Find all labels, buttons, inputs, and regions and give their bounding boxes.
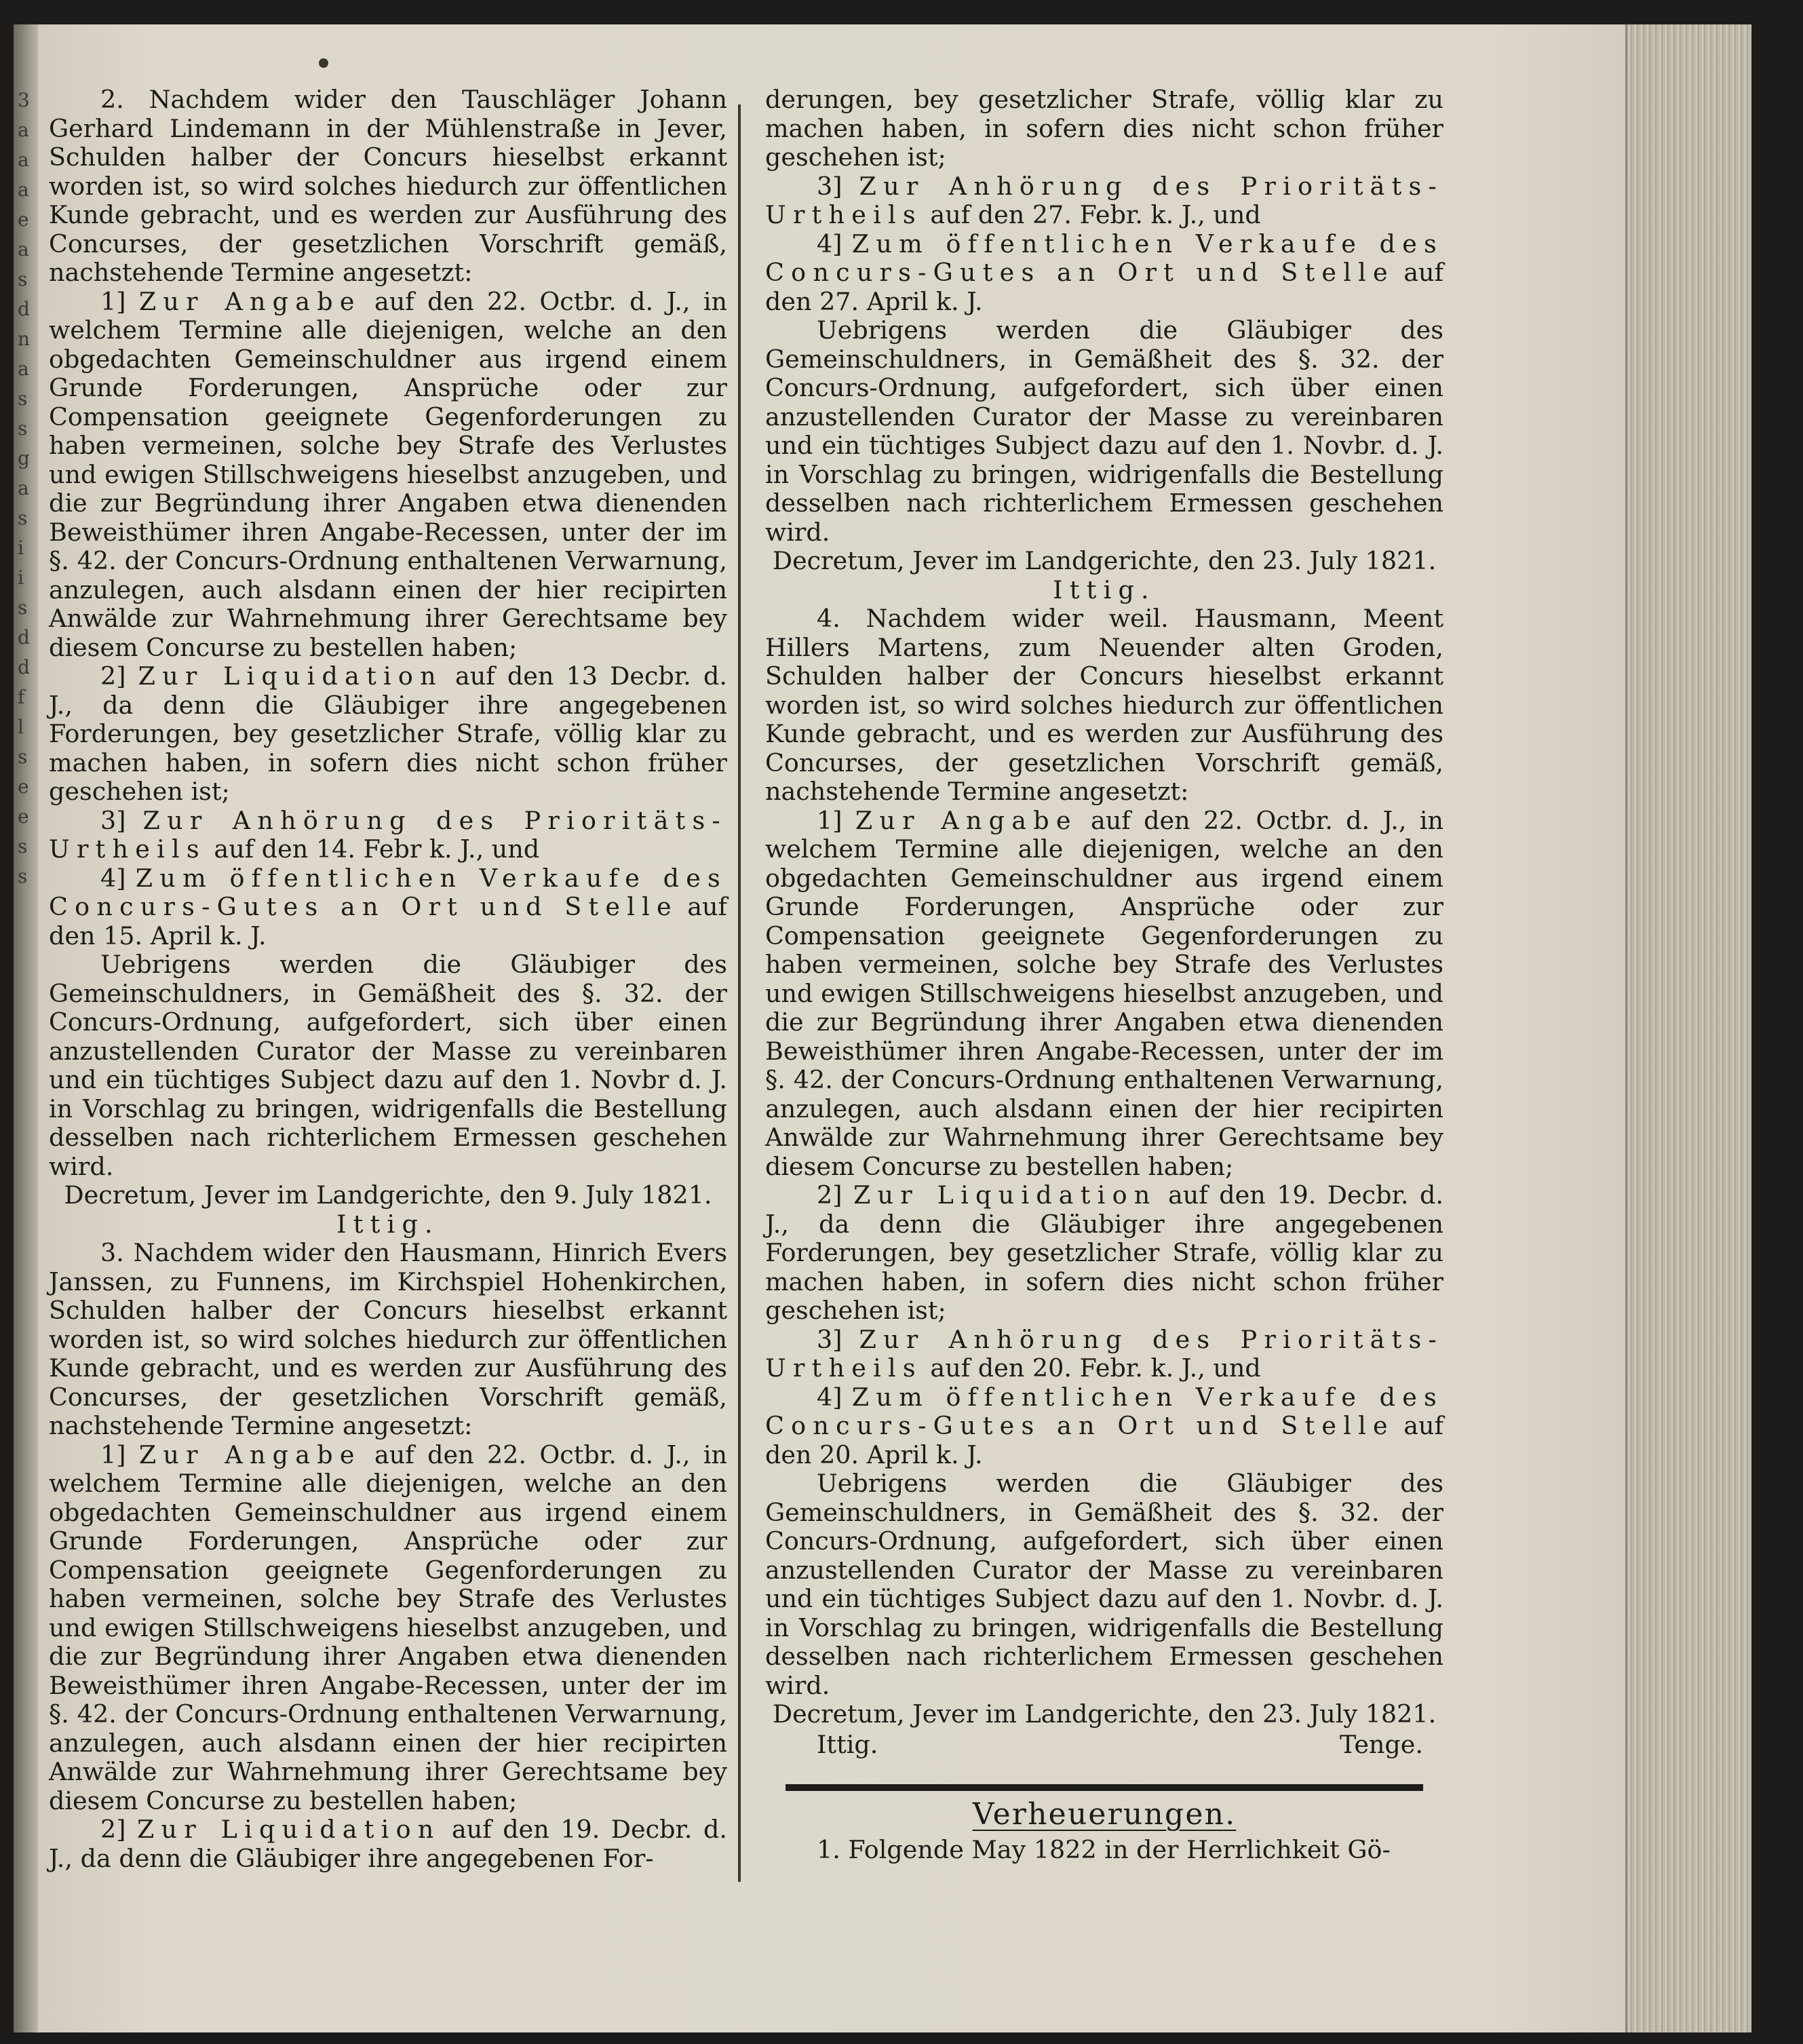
paragraph-text: Decretum, Jever im Landgerichte, den 23. July 1821. (772, 1699, 1437, 1729)
paragraph-text: Uebrigens werden die Gläubiger des Gemeinschuldners, in Gemäßheit des §. 32. der Concurs-Ordnung, aufgefordert, sich über einen anzustellenden Curator der Masse zu vereinbaren und ein tüchtiges Subject dazu auf den 1. Novbr d. J. in Vorschlag zu bringen, widrigenfalls die Bestellung desselben nach richterlichem Ermessen geschehen wird. (49, 950, 727, 1181)
paragraph-text: auf den 20. April k. J. (765, 1411, 1443, 1469)
term-number: 2] (100, 661, 138, 691)
paragraph (49, 807, 727, 864)
paragraph-text: auf den 19. Decbr. d. J., da denn die Gläubiger ihre angegebenen Forderungen, bey gesetzlicher Strafe, völlig klar zu machen haben, in sofern dies nicht schon früher geschehen ist; (765, 1180, 1443, 1325)
term-heading: Zur Angabe (138, 1440, 362, 1469)
paragraph-text: auf den 22. Octbr. d. J., in welchem Termine alle diejenigen, welche an den obgedachten Gemeinschuldner aus irgend einem Grunde Forderungen, Ansprüche oder zur Compensation geeignete Gegenforderungen zu haben vermeinen, solche bey Strafe des Verlustes und ewigen Stillschweigens hieselbst anzugeben, und die zur Begründung ihrer Angaben etwa dienenden Beweisthümer ihren Angabe-Recessen, unter der im §. 42. der Concurs-Ordnung enthaltenen Verwarnung, anzulegen, auch alsdann einen der hier recipirten Anwälde zur Wahrnehmung ihrer Gerechtsame bey diesem Concurse zu bestellen haben; (49, 286, 727, 662)
paragraph-text: 4. Nachdem wider weil. Hausmann, Meent Hillers Martens, zum Neuender alten Groden, Schulden halber der Concurs hieselbst erkannt worden ist, so wird solches hiedurch zur öffentlichen Kunde gebracht, und es werden zur Ausführung des Concurses, der gesetzlichen Vorschrift gemäß, nachstehende Termine angesetzt: (765, 604, 1443, 806)
paragraph-text: 2. Nachdem wider den Tauschläger Johann Gerhard Lindemann in der Mühlenstraße in Jever, Schulden halber der Concurs hieselbst erkannt worden ist, so wird solches hiedurch zur öffentlichen Kunde gebracht, und es werden zur Ausführung des Concurses, der gesetzlichen Vorschrift gemäß, nachstehende Termine angesetzt: (49, 85, 727, 287)
term-heading: Zur Liquidation (136, 1815, 441, 1844)
term-heading: Zur Liquidation (853, 1180, 1157, 1210)
paragraph-text: auf den 14. Febr k. J., und (206, 834, 540, 864)
right-column-paragraphs (765, 85, 1443, 1760)
paragraph-text: Uebrigens werden die Gläubiger des Gemeinschuldners, in Gemäßheit des §. 32. der Concurs-Ordnung, aufgefordert, sich über einen anzustellenden Curator der Masse zu vereinbaren und ein tüchtiges Subject dazu auf den 1. Novbr. d. J. in Vorschlag zu bringen, widrigenfalls die Bestellung desselben nach richterlichem Ermessen geschehen wird. (765, 1469, 1443, 1700)
paragraph-text: Decretum, Jever im Landgerichte, den 9. July 1821. (64, 1180, 712, 1210)
paragraph (765, 172, 1443, 230)
paragraph-text: auf den 27. Febr. k. J., und (922, 200, 1261, 229)
paragraph-text: Decretum, Jever im Landgerichte, den 23. July 1821. (772, 546, 1437, 575)
term-number: 3] (100, 805, 143, 835)
paragraph-text: auf den 15. April k. J. (49, 892, 727, 950)
paragraph-text: Ittig. (817, 1729, 878, 1759)
paragraph-text: auf den 22. Octbr. d. J., in welchem Termine alle diejenigen, welche an den obgedachten Gemeinschuldner aus irgend einem Grunde Forderungen, Ansprüche oder zur Compensation geeignete Gegenforderungen zu haben vermeinen, solche bey Strafe des Verlustes und ewigen Stillschweigens hieselbst anzugeben, und die zur Begründung ihrer Angaben etwa dienenden Beweisthümer ihren Angabe-Recessen, unter der im §. 42. der Concurs-Ordnung enthaltenen Verwarnung, anzulegen, auch alsdann einen der hier recipirten Anwälde zur Wahrnehmung ihrer Gerechtsame bey diesem Concurse zu bestellen haben; (49, 1440, 727, 1815)
term-number: 1] (100, 286, 139, 316)
term-heading: Zum öffentlichen Verkaufe des Concurs-Gutes an Ort und Stelle (765, 1382, 1443, 1440)
paragraph (765, 230, 1443, 317)
paragraph-text: auf den 13 Decbr. d. J., da denn die Gläubiger ihre angegebenen Forderungen, bey gesetzlicher Strafe, völlig klar zu machen haben, in sofern dies nicht schon früher geschehen ist; (49, 661, 727, 806)
paragraph (49, 1181, 727, 1210)
ink-dot (319, 58, 328, 68)
paragraph (765, 1469, 1443, 1700)
paragraph-text: auf den 27. April k. J. (765, 258, 1443, 316)
paragraph (765, 1700, 1443, 1729)
term-heading: Zur Liquidation (138, 661, 443, 691)
paragraph-text: derungen, bey gesetzlicher Strafe, völlig klar zu machen haben, in sofern dies nicht schon früher geschehen ist; (765, 85, 1443, 172)
paragraph (49, 1441, 727, 1816)
term-number: 4] (817, 229, 852, 258)
section-heading: Verheuerungen. (972, 1796, 1237, 1832)
paragraph-text: auf den 20. Febr. k. J., und (922, 1353, 1261, 1383)
term-number: 3] (817, 1324, 859, 1354)
term-heading: Zur Angabe (138, 286, 362, 316)
term-number: 4] (817, 1382, 852, 1412)
paragraph (765, 1181, 1443, 1326)
paragraph-text: auf den 22. Octbr. d. J., in welchem Termine alle diejenigen, welche an den obgedachten Gemeinschuldner aus irgend einem Grunde Forderungen, Ansprüche oder zur Compensation geeignete Gegenforderungen zu haben vermeinen, solche bey Strafe des Verlustes und ewigen Stillschweigens hieselbst anzugeben, und die zur Begründung ihrer Angaben etwa dienenden Beweisthümer ihren Angabe-Recessen, unter der im §. 42. der Concurs-Ordnung enthaltenen Verwarnung, anzulegen, auch alsdann einen der hier recipirten Anwälde zur Wahrnehmung ihrer Gerechtsame bey diesem Concurse zu bestellen haben; (765, 805, 1443, 1181)
paragraph (765, 1383, 1443, 1470)
paragraph (765, 604, 1443, 807)
paragraph-text: auf den 19. Decbr. d. J., da denn die Gläubiger ihre angegebenen For- (49, 1815, 727, 1873)
term-heading: Zur Anhörung des Prioritäts-Urtheils (765, 1324, 1443, 1383)
paragraph-text: Tenge. (1339, 1730, 1423, 1759)
previous-page-gutter-text: 3 a a a e a s d n a s s g a s i i s d d f l s e e s s (18, 89, 31, 887)
section-first-line: 1. Folgende May 1822 in der Herrlichkeit Gö- (817, 1835, 1391, 1864)
term-heading: Zur Angabe (855, 805, 1078, 835)
right-column (765, 85, 1443, 1865)
scanned-page (14, 24, 1751, 2032)
term-number: 1] (817, 805, 855, 835)
term-number: 2] (817, 1180, 853, 1210)
term-heading: Zur Anhörung des Prioritäts-Urtheils (49, 805, 727, 864)
paragraph (49, 1239, 727, 1441)
term-heading: Zum öffentlichen Verkaufe des Concurs-Gutes an Ort und Stelle (765, 229, 1443, 287)
paragraph-text: Ittig. (1053, 575, 1156, 604)
paragraph (49, 1815, 727, 1873)
paragraph (765, 576, 1443, 605)
paragraph (765, 547, 1443, 576)
paragraph-text: Ittig. (336, 1209, 440, 1239)
paragraph (765, 316, 1443, 547)
paragraph (765, 85, 1443, 172)
left-column (49, 85, 727, 1873)
paragraph-text: 3. Nachdem wider den Hausmann, Hinrich Evers Janssen, zu Funnens, im Kirchspiel Hohenkirchen, Schulden halber der Concurs hieselbst erkannt worden ist, so wird solches hiedurch zur öffentlichen Kunde gebracht, und es werden zur Ausführung des Concurses, der gesetzlichen Vorschrift gemäß, nachstehende Termine angesetzt: (49, 1238, 727, 1440)
term-heading: Zur Anhörung des Prioritäts-Urtheils (765, 171, 1443, 229)
paragraph (49, 288, 727, 663)
column-divider (738, 104, 741, 1882)
page-edges (1625, 24, 1751, 2032)
paragraph (49, 662, 727, 807)
paragraph (765, 1326, 1443, 1383)
section-rule (786, 1784, 1423, 1791)
term-number: 3] (817, 171, 859, 201)
term-heading: Zum öffentlichen Verkaufe des Concurs-Gutes an Ort und Stelle (49, 863, 727, 921)
paragraph (765, 807, 1443, 1182)
paragraph (49, 85, 727, 288)
paragraph (49, 864, 727, 951)
paragraph (49, 1210, 727, 1239)
paragraph (49, 950, 727, 1181)
paragraph-text: Uebrigens werden die Gläubiger des Gemeinschuldners, in Gemäßheit des §. 32. der Concurs-Ordnung, aufgefordert, sich über einen anzustellenden Curator der Masse zu vereinbaren und ein tüchtiges Subject dazu auf den 1. Novbr. d. J. in Vorschlag zu bringen, widrigenfalls die Bestellung desselben nach richterlichem Ermessen geschehen wird. (765, 315, 1443, 547)
term-number: 1] (100, 1440, 139, 1469)
term-number: 2] (100, 1815, 137, 1844)
term-number: 4] (100, 863, 136, 893)
